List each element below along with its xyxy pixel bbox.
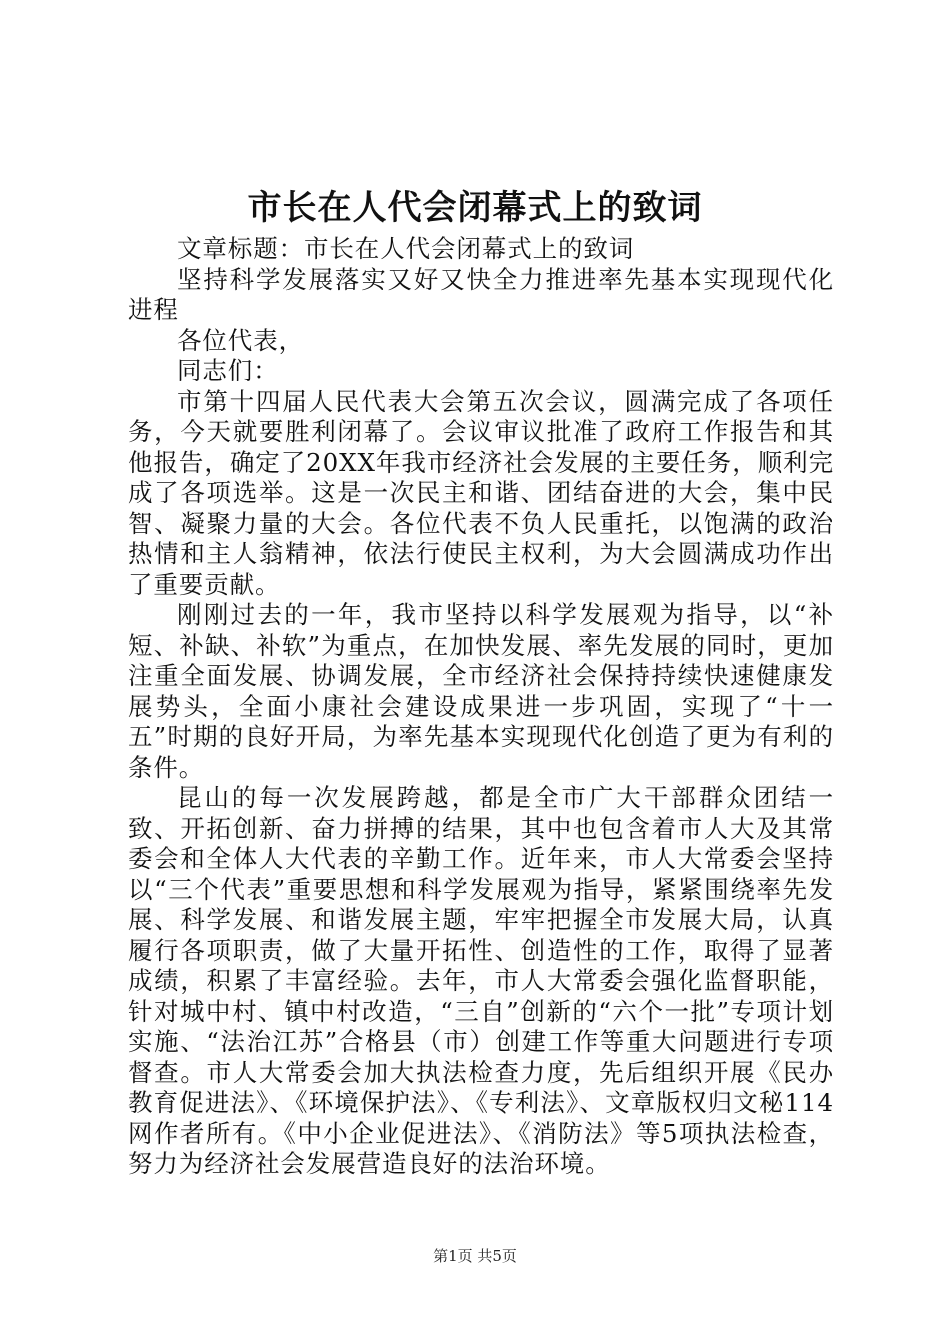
- document-body: [128, 234, 834, 1180]
- document-title: 市长在人代会闭幕式上的致词: [247, 188, 703, 228]
- salutation-delegates: 各位代表，: [177, 325, 304, 355]
- body-paragraph: 刚刚过去的一年，我市坚持以科学发展观为指导，以“补短、补缺、补软”为重点，在加快发展、率先发展的同时，更加注重全面发展、协调发展，全市经济社会保持持续快速健康发展势头，全面小康社会建设成果进一步巩固，实现了“十一五”时期的良好开局，为率先基本实现现代化创造了更为有利的条件。: [128, 600, 834, 782]
- page-number-footer: 第1页 共5页: [433, 1247, 517, 1265]
- subtitle-line: 坚持科学发展落实又好又快全力推进率先基本实现现代化进程: [128, 264, 834, 324]
- salutation-comrades: 同志们：: [177, 356, 279, 385]
- article-title-line: 文章标题：市长在人代会闭幕式上的致词: [177, 234, 635, 263]
- body-paragraph: 昆山的每一次发展跨越，都是全市广大干部群众团结一致、开拓创新、奋力拼搏的结果，其中也包含着市人大及其常委会和全体人大代表的辛勤工作。近年来，市人大常委会坚持以“三个代表”重要思想和科学发展观为指导，紧紧围绕率先发展、科学发展、和谐发展主题，牢牢把握全市发展大局，认真履行各项职责，做了大量开拓性、创造性的工作，取得了显著成绩，积累了丰富经验。去年，市人大常委会强化监督职能，针对城中村、镇中村改造，“三自”创新的“六个一批”专项计划实施、“法治江苏”合格县（市）创建工作等重大问题进行专项督查。市人大常委会加大执法检查力度，先后组织开展《民办教育促进法》、《环境保护法》、《专利法》、文章版权归文秘114网作者所有。《中小企业促进法》、《消防法》等5项执法检查，努力为经济社会发展营造良好的法治环境。: [128, 783, 834, 1178]
- body-paragraph: 市第十四届人民代表大会第五次会议，圆满完成了各项任务，今天就要胜利闭幕了。会议审议批准了政府工作报告和其他报告，确定了20XX年我市经济社会发展的主要任务，顺利完成了各项选举。这是一次民主和谐、团结奋进的大会，集中民智、凝聚力量的大会。各位代表不负人民重托，以饱满的政治热情和主人翁精神，依法行使民主权利，为大会圆满成功作出了重要贡献。: [128, 386, 834, 599]
